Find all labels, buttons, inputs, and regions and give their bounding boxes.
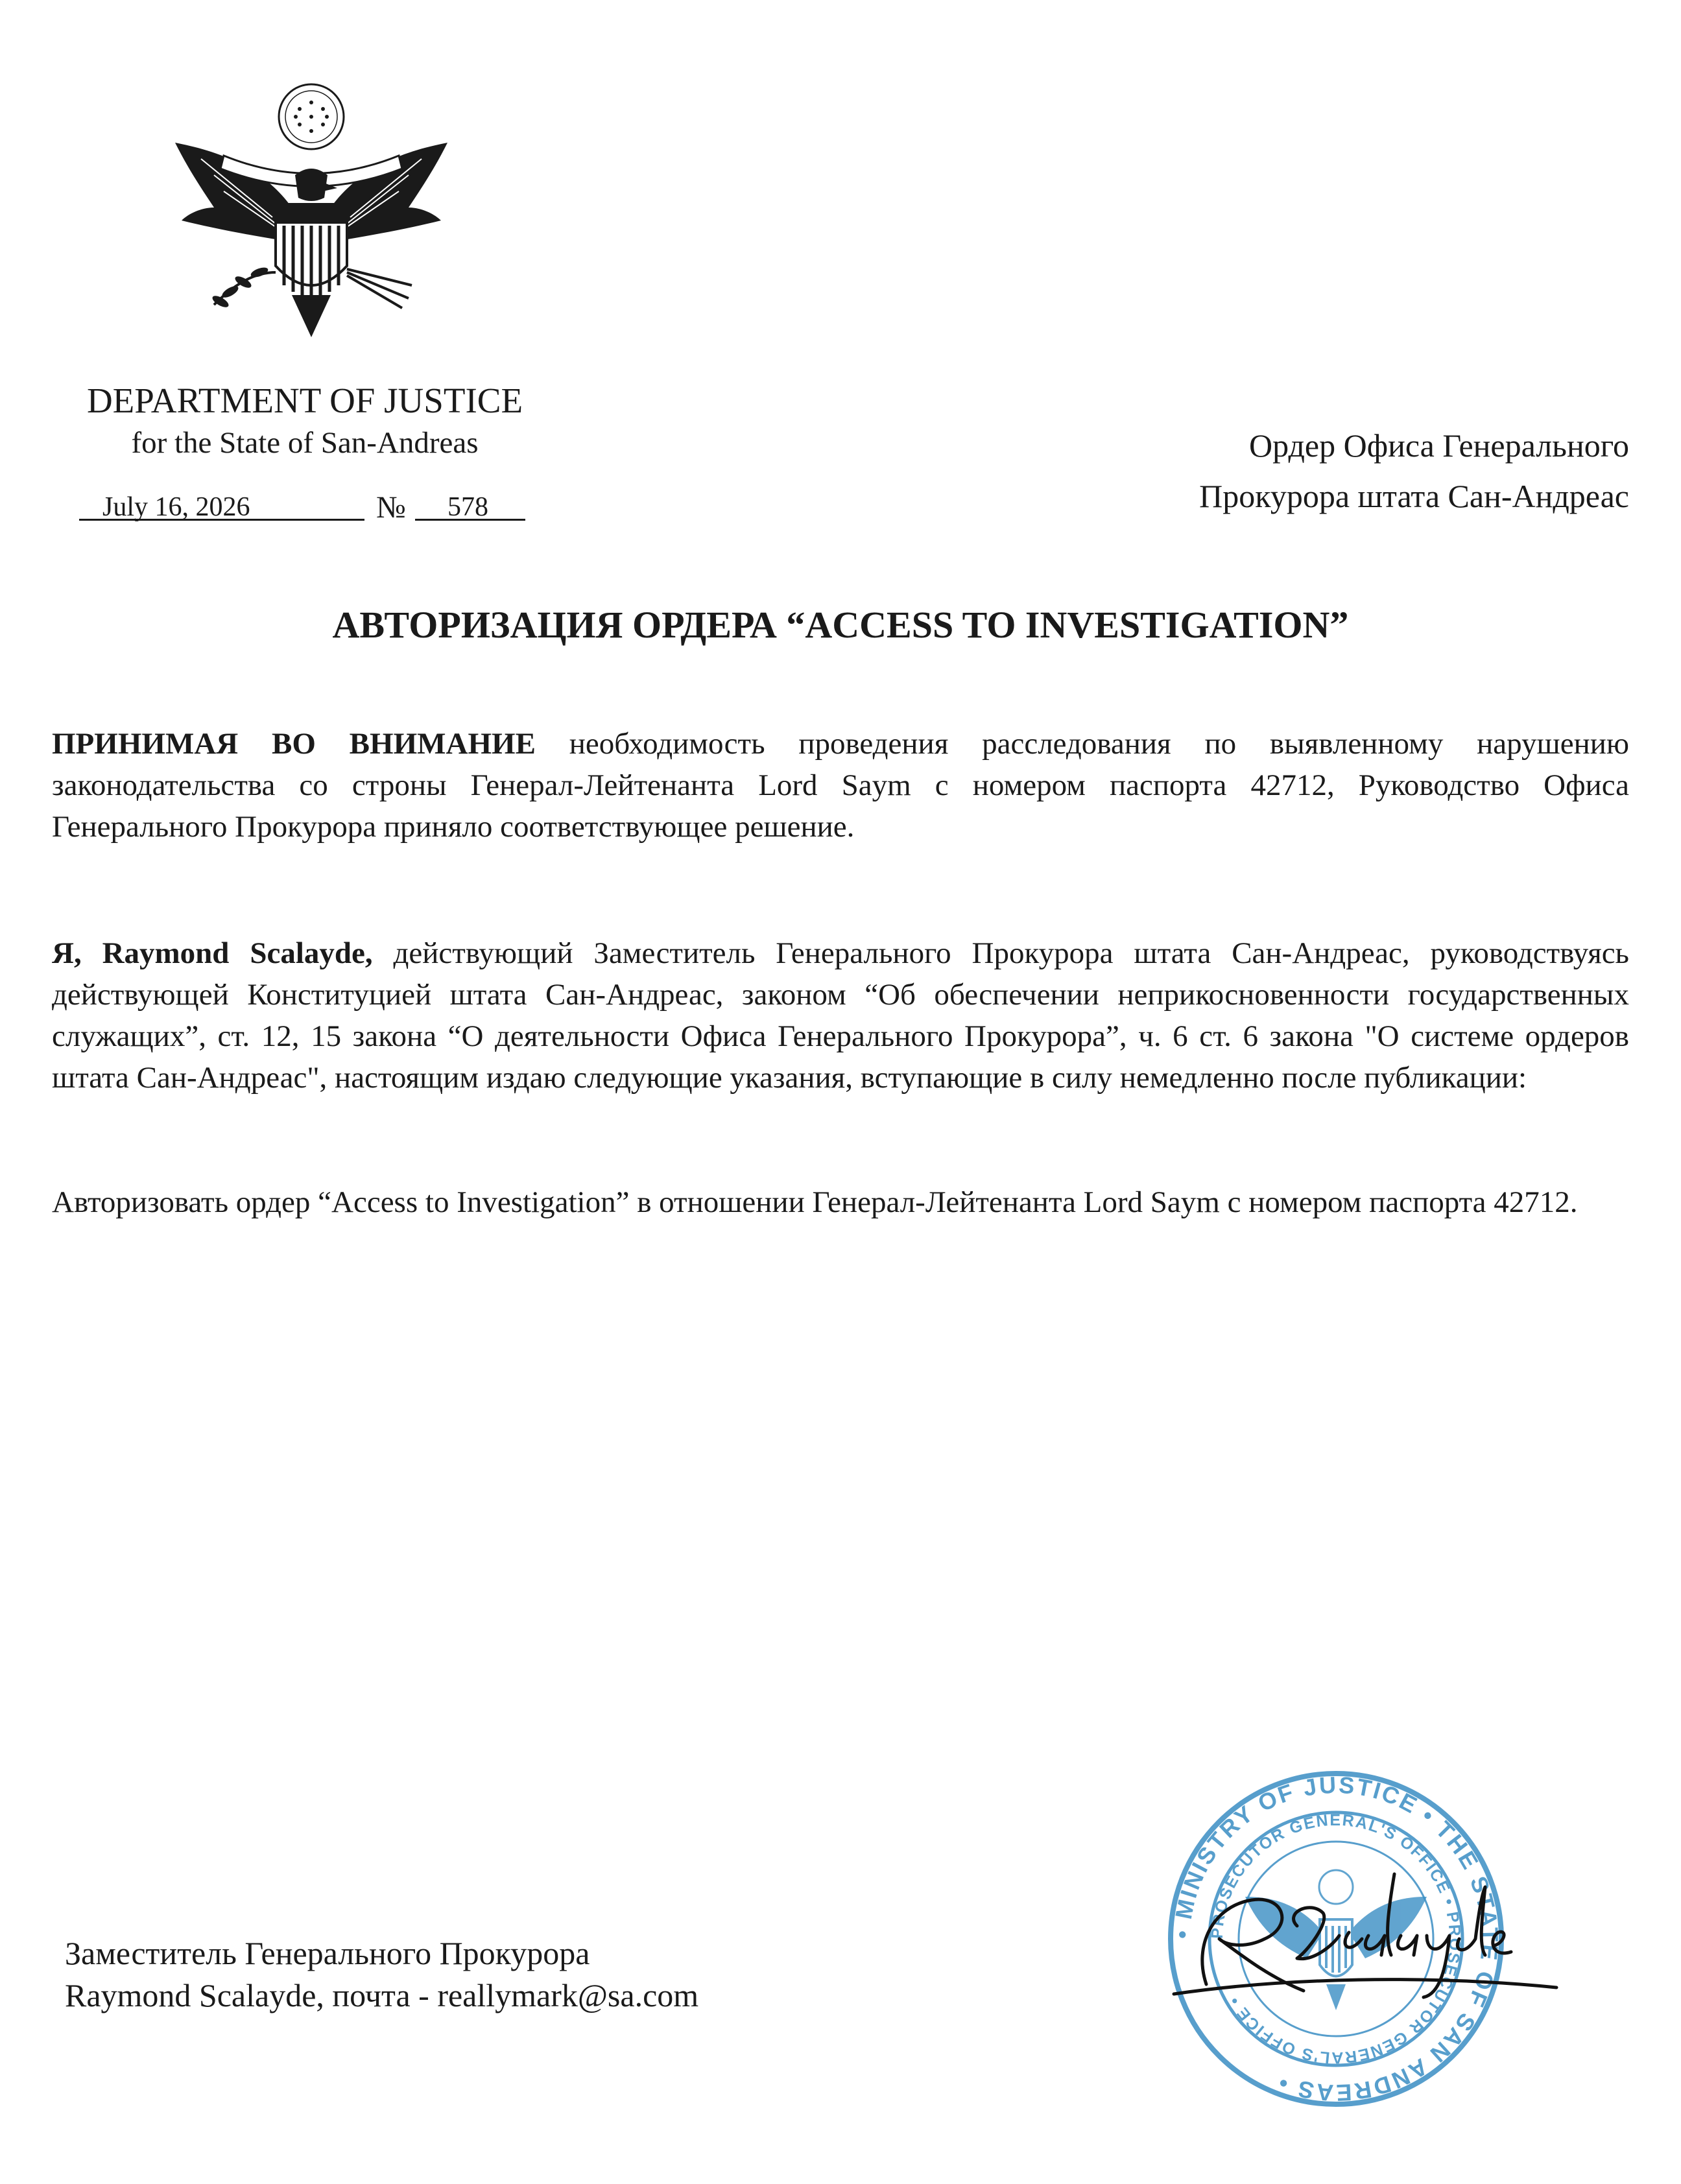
document-date: July 16, 2026 xyxy=(102,492,250,522)
department-title: DEPARTMENT OF JUSTICE xyxy=(86,381,523,420)
paragraph-text: необходимость проведения расследования по выявленному нарушению законодательства со строны Генерал-Лейтенанта Lord Saym с номером паспорта 42712, Руководство Офиса Генерального Прокурора приняло соответствующее решение. xyxy=(52,727,1629,844)
document-number: 578 xyxy=(447,492,488,522)
eagle-seal-logo xyxy=(162,78,460,350)
paragraph-lead: ПРИНИМАЯ ВО ВНИМАНИЕ xyxy=(52,727,536,761)
order-header-line-1: Ордер Офиса Генерального xyxy=(1249,427,1629,464)
order-header-line-2: Прокурора штата Сан-Андреас xyxy=(1199,478,1629,514)
department-subtitle: for the State of San-Andreas xyxy=(131,426,479,460)
stamp-inner-text: PROSECUTOR GENERAL'S OFFICE • PROSECUTOR GENERAL'S OFFICE • xyxy=(1208,1810,1464,2067)
paragraph-order xyxy=(52,1181,1629,1223)
paragraph-lead: Я, Raymond Scalayde, xyxy=(52,936,373,970)
paragraph-text: Авторизовать ордер “Access to Investigation” в отношении Генерал-Лейтенанта Lord Saym с номером паспорта 42712. xyxy=(52,1185,1578,1219)
signer-name-email: Raymond Scalayde, почта - reallymark@sa.com xyxy=(65,1977,699,2013)
paragraph-text: действующий Заместитель Генерального Прокурора штата Сан-Андреас, руководствуясь действующей Конституцией штата Сан-Андреас, законом “Об обеспечении неприкосновенности государственных служащих”, ст. 12, 15 закона “О деятельности Офиса Генерального Прокурора”, ч. 6 ст. 6 закона "О системе ордеров штата Сан-Андреас", настоящим издаю следующие указания, вступающие в силу немедленно после публикации: xyxy=(52,936,1629,1095)
handwritten-signature xyxy=(1154,1848,1569,2017)
number-sign: № xyxy=(376,490,406,525)
paragraph-whereas xyxy=(52,723,1629,848)
signer-position: Заместитель Генерального Прокурора xyxy=(65,1935,590,1971)
stamp-outer-text: • MINISTRY OF JUSTICE • THE STATE OF SAN ANDREAS • xyxy=(1168,1771,1504,2107)
document-title: АВТОРИЗАЦИЯ ОРДЕРА “ACCESS TO INVESTIGATION” xyxy=(332,604,1349,646)
paragraph-authority xyxy=(52,932,1629,1098)
